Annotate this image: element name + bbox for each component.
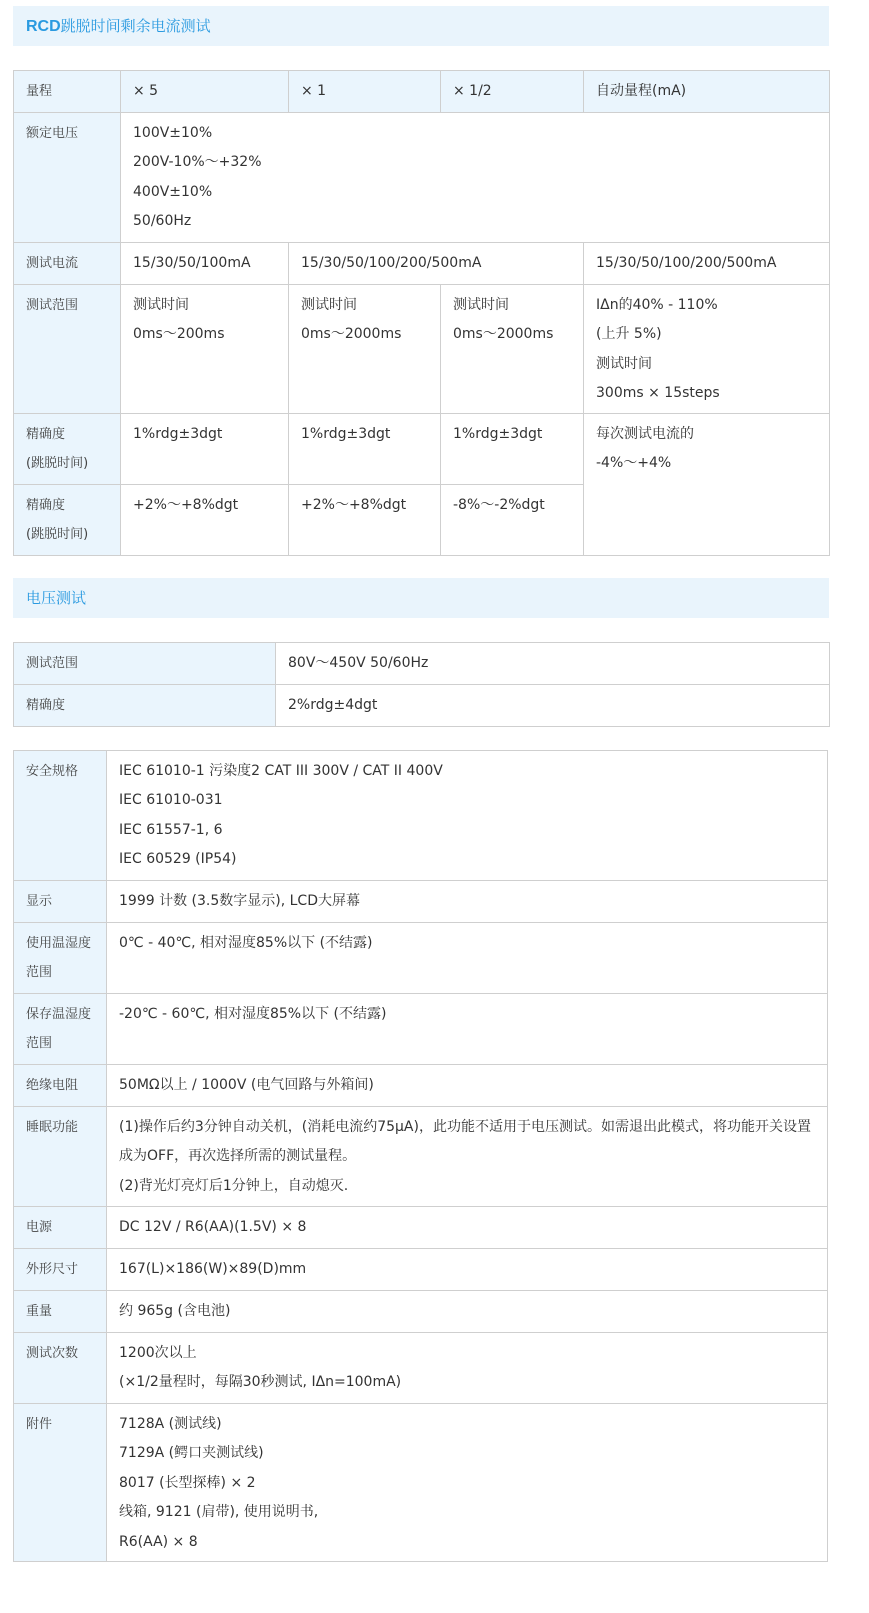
voltage-section-title: 电压测试 — [13, 578, 829, 618]
power-supply-value — [107, 1207, 828, 1249]
dimensions-value-line: 167(L)×186(W)×89(D)mm — [119, 1260, 307, 1277]
power-supply-label-line: 电源 — [26, 1219, 53, 1235]
accessories-value-line: 8017 (长型探棒) × 2 — [119, 1474, 256, 1491]
test-count-row — [14, 1333, 828, 1404]
test-range-line: IΔn的40% - 110% — [596, 297, 718, 313]
safety-standard-value-line: IEC 60529 (IP54) — [119, 851, 237, 868]
accessories-label — [14, 1404, 107, 1562]
test-current-row — [14, 243, 830, 285]
safety-standard-value-line: IEC 61010-1 污染度2 CAT III 300V / CAT II 400V — [119, 763, 443, 779]
test-range-line: 测试时间 — [133, 297, 189, 313]
sleep-function-label — [14, 1107, 107, 1207]
rated-voltage-line: 50/60Hz — [133, 213, 192, 230]
display-row — [14, 881, 828, 923]
rcd-spec-table — [13, 70, 830, 556]
insulation-resistance-label-line: 绝缘电阻 — [26, 1077, 79, 1093]
weight-value-line: 约 965g (含电池) — [119, 1302, 231, 1319]
accessories-value-line: 7128A (测试线) — [119, 1416, 222, 1432]
accessories-value-line: 线箱, 9121 (肩带), 使用说明书, — [119, 1504, 319, 1521]
range-x1: × 1 — [289, 71, 441, 113]
test-count-value-line: (×1/2量程时，每隔30秒测试, IΔn=100mA) — [119, 1374, 402, 1391]
storage-temp-humidity-label-line: 保存温湿度 — [26, 1007, 92, 1022]
test-current-label: 测试电流 — [14, 243, 121, 285]
range-x5: × 5 — [121, 71, 289, 113]
test-range-line: 300ms × 15steps — [596, 385, 720, 402]
safety-standard-label — [14, 751, 107, 881]
accuracy2-x5: +2%～+8%dgt — [121, 485, 289, 556]
rcd-title-bold: RCD — [26, 18, 61, 35]
range-label: 量程 — [14, 71, 121, 113]
power-supply-value-line: DC 12V / R6(AA)(1.5V) × 8 — [119, 1218, 307, 1235]
dimensions-row — [14, 1249, 828, 1291]
voltage-range-label: 测试范围 — [14, 643, 276, 685]
accuracy2-x1: +2%～+8%dgt — [289, 485, 441, 556]
test-range-line: (上升 5%) — [596, 326, 662, 343]
accuracy1-x-half: 1%rdg±3dgt — [441, 414, 584, 485]
weight-label-line: 重量 — [26, 1303, 53, 1319]
general-spec-body — [14, 751, 828, 1562]
voltage-accuracy-label: 精确度 — [14, 685, 276, 727]
operating-temp-humidity-row — [14, 923, 828, 994]
safety-standard-label-line: 安全规格 — [26, 764, 79, 779]
test-count-label — [14, 1333, 107, 1404]
safety-standard-row — [14, 751, 828, 881]
accuracy-label-2 — [14, 485, 121, 556]
accuracy-label-line: (跳脱时间) — [26, 456, 89, 472]
power-supply-row — [14, 1207, 828, 1249]
test-range-line: 0ms～200ms — [133, 326, 225, 343]
dimensions-value — [107, 1249, 828, 1291]
voltage-spec-table — [13, 642, 830, 727]
general-spec-table — [13, 750, 828, 1562]
accuracy-label-line: (跳脱时间) — [26, 527, 89, 543]
weight-value — [107, 1291, 828, 1333]
test-range-line: 测试时间 — [453, 297, 509, 313]
sleep-function-row — [14, 1107, 828, 1207]
operating-temp-humidity-label — [14, 923, 107, 994]
voltage-row — [14, 643, 830, 685]
accuracy-auto-line: -4%～+4% — [596, 455, 672, 472]
test-current-x5: 15/30/50/100mA — [121, 243, 289, 285]
test-range-x5 — [121, 285, 289, 414]
test-range-x-half — [441, 285, 584, 414]
rated-voltage-values — [121, 113, 830, 243]
storage-temp-humidity-label — [14, 994, 107, 1065]
rated-voltage-line: 200V-10%～+32% — [133, 154, 262, 171]
accessories-row — [14, 1404, 828, 1562]
range-x-half: × 1/2 — [441, 71, 584, 113]
storage-temp-humidity-value — [107, 994, 828, 1065]
test-count-value — [107, 1333, 828, 1404]
weight-label — [14, 1291, 107, 1333]
voltage-range-value: 80V～450V 50/60Hz — [276, 643, 830, 685]
test-current-auto: 15/30/50/100/200/500mA — [584, 243, 830, 285]
accuracy-row-1 — [14, 414, 830, 485]
rcd-section-title — [13, 6, 829, 46]
dimensions-label — [14, 1249, 107, 1291]
weight-row — [14, 1291, 828, 1333]
test-range-auto — [584, 285, 830, 414]
accuracy-label-line: 精确度 — [26, 498, 66, 513]
test-range-line: 测试时间 — [301, 297, 357, 313]
insulation-resistance-value-line: 50MΩ以上 / 1000V (电气回路与外箱间) — [119, 1076, 374, 1093]
accuracy1-x1: 1%rdg±3dgt — [289, 414, 441, 485]
rated-voltage-line: 400V±10% — [133, 183, 213, 200]
accuracy-label-line: 精确度 — [26, 427, 66, 442]
safety-standard-value-line: IEC 61010-031 — [119, 792, 223, 809]
safety-standard-value-line: IEC 61557-1, 6 — [119, 821, 223, 838]
rcd-header-row — [14, 71, 830, 113]
accessories-value-line: 7129A (鳄口夹测试线) — [119, 1445, 264, 1462]
test-count-label-line: 测试次数 — [26, 1346, 79, 1361]
test-range-line: 测试时间 — [596, 355, 652, 372]
storage-temp-humidity-value-line: -20℃ - 60℃, 相对湿度85%以下 (不结露) — [119, 1006, 387, 1022]
accuracy-label-1 — [14, 414, 121, 485]
sleep-function-label-line: 睡眠功能 — [26, 1120, 79, 1135]
accessories-value-line: R6(AA) × 8 — [119, 1533, 198, 1550]
accuracy-auto-line: 每次测试电流的 — [596, 426, 694, 442]
rated-voltage-row — [14, 113, 830, 243]
accuracy2-x-half: -8%～-2%dgt — [441, 485, 584, 556]
accessories-value — [107, 1404, 828, 1562]
test-current-x1-half: 15/30/50/100/200/500mA — [289, 243, 584, 285]
sleep-function-value-line: (2)背光灯亮灯后1分钟上，自动熄灭. — [119, 1177, 349, 1194]
power-supply-label — [14, 1207, 107, 1249]
voltage-accuracy-value: 2%rdg±4dgt — [276, 685, 830, 727]
rated-voltage-line: 100V±10% — [133, 125, 213, 141]
display-value — [107, 881, 828, 923]
operating-temp-humidity-value — [107, 923, 828, 994]
accuracy1-x5: 1%rdg±3dgt — [121, 414, 289, 485]
test-range-label: 测试范围 — [14, 285, 121, 414]
accuracy-auto — [584, 414, 830, 556]
test-count-value-line: 1200次以上 — [119, 1345, 197, 1361]
insulation-resistance-row — [14, 1065, 828, 1107]
operating-temp-humidity-label-line: 使用温湿度 — [26, 936, 92, 951]
dimensions-label-line: 外形尺寸 — [26, 1261, 79, 1277]
operating-temp-humidity-label-line: 范围 — [26, 965, 53, 981]
insulation-resistance-label — [14, 1065, 107, 1107]
safety-standard-value — [107, 751, 828, 881]
sleep-function-value-line: (1)操作后约3分钟自动关机，(消耗电流约75μA)，此功能不适用于电压测试。如需退出此模式，将功能开关设置成为OFF，再次选择所需的测试量程。 — [119, 1119, 811, 1165]
display-label-line: 显示 — [26, 893, 53, 909]
voltage-row — [14, 685, 830, 727]
test-range-line: 0ms～2000ms — [453, 326, 554, 343]
accessories-label-line: 附件 — [26, 1417, 53, 1432]
operating-temp-humidity-value-line: 0℃ - 40℃, 相对湿度85%以下 (不结露) — [119, 935, 373, 951]
test-range-row — [14, 285, 830, 414]
rcd-title-rest: 跳脱时间剩余电流测试 — [60, 17, 211, 35]
display-value-line: 1999 计数 (3.5数字显示), LCD大屏幕 — [119, 892, 360, 909]
sleep-function-value — [107, 1107, 828, 1207]
storage-temp-humidity-label-line: 范围 — [26, 1036, 53, 1052]
range-auto: 自动量程(mA) — [584, 71, 830, 113]
test-range-line: 0ms～2000ms — [301, 326, 402, 343]
storage-temp-humidity-row — [14, 994, 828, 1065]
display-label — [14, 881, 107, 923]
insulation-resistance-value — [107, 1065, 828, 1107]
test-range-x1 — [289, 285, 441, 414]
rated-voltage-label: 额定电压 — [14, 113, 121, 243]
